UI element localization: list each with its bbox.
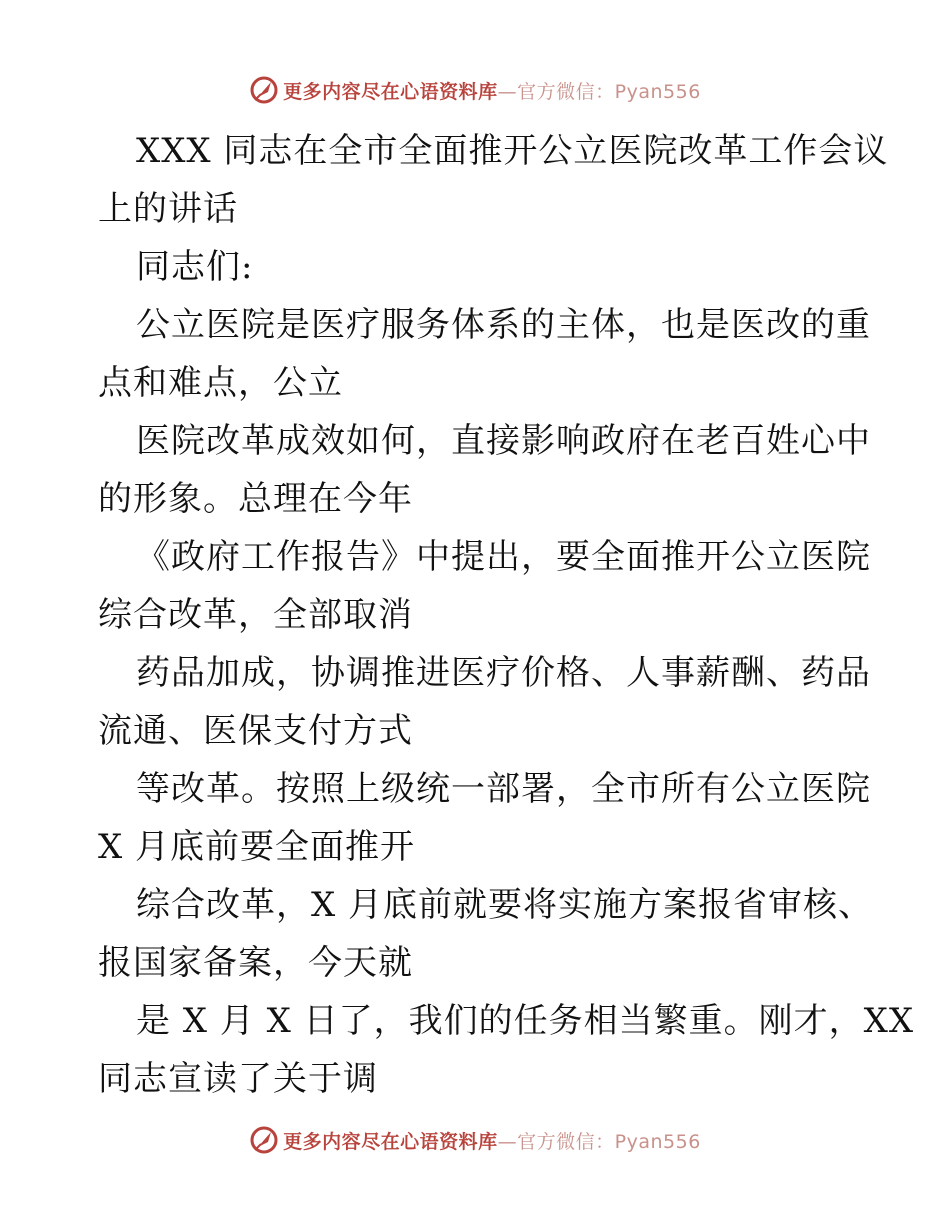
footer-banner-title: 更多内容尽在心语资料库 xyxy=(283,1130,498,1153)
paragraph-line: 是 X 月 X 日了，我们的任务相当繁重。刚才，XX xyxy=(136,1001,915,1041)
paragraph-line: 流通、医保支付方式 xyxy=(98,711,413,751)
paragraph-line: 综合改革，全部取消 xyxy=(98,595,413,635)
paragraph-line: 公立医院是医疗服务体系的主体，也是医改的重 xyxy=(136,305,871,345)
salutation: 同志们: xyxy=(136,247,254,287)
footer-banner xyxy=(0,1120,950,1160)
feather-pen-logo-icon xyxy=(249,75,279,105)
header-banner-title: 更多内容尽在心语资料库 xyxy=(283,80,498,103)
document-title-line-1: XXX 同志在全市全面推开公立医院改革工作会议 xyxy=(136,131,889,171)
paragraph-line: X 月底前要全面推开 xyxy=(98,827,416,867)
paragraph-line: 综合改革，X 月底前就要将实施方案报省审核、 xyxy=(136,885,874,925)
paragraph-line: 《政府工作报告》中提出，要全面推开公立医院 xyxy=(136,537,871,577)
paragraph-line: 同志宣读了关于调 xyxy=(98,1059,378,1099)
paragraph-line: 的形象。总理在今年 xyxy=(98,479,413,519)
document-title-line-2: 上的讲话 xyxy=(98,189,238,229)
paragraph-line: 药品加成，协调推进医疗价格、人事薪酬、药品 xyxy=(136,653,871,693)
document-body xyxy=(98,122,915,1108)
feather-pen-logo-icon xyxy=(249,1125,279,1155)
paragraph-line: 医院改革成效如何，直接影响政府在老百姓心中 xyxy=(136,421,871,461)
header-banner xyxy=(0,70,950,110)
paragraph-line: 报国家备案，今天就 xyxy=(98,943,413,983)
paragraph-line: 点和难点，公立 xyxy=(98,363,343,403)
paragraph-line: 等改革。按照上级统一部署，全市所有公立医院 xyxy=(136,769,871,809)
header-banner-contact: —官方微信：Pyan556 xyxy=(497,80,701,103)
footer-banner-contact: —官方微信：Pyan556 xyxy=(497,1130,701,1153)
